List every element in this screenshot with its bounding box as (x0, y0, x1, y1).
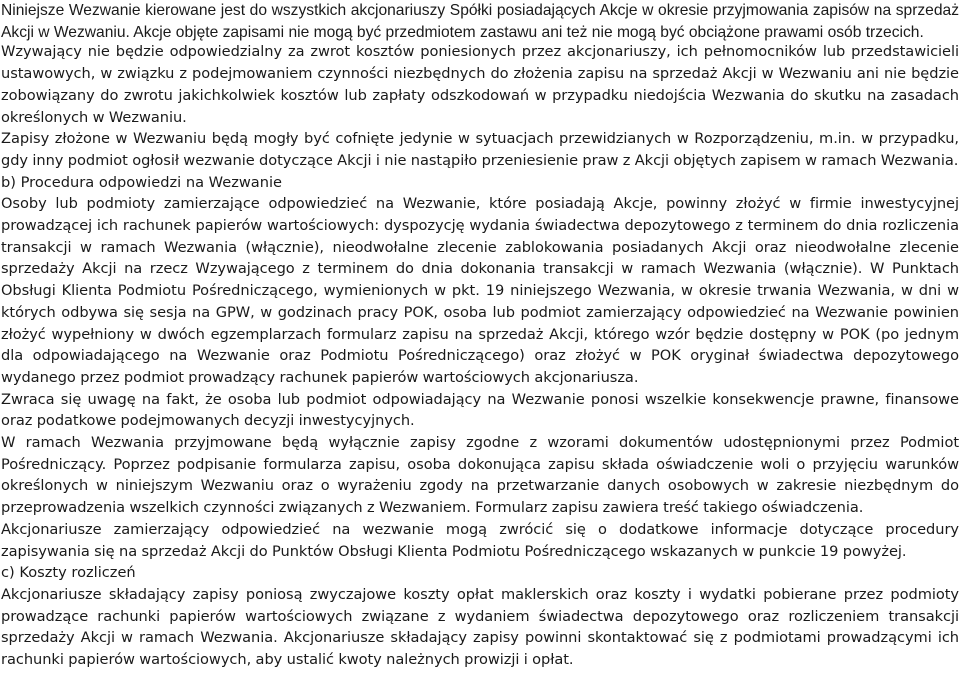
section-heading-costs: c) Koszty rozliczeń (1, 564, 136, 582)
info-paragraph: Akcjonariusze zamierzający odpowiedzieć na wezwanie mogą zwrócić się o dodatkowe informacje dotyczące procedury zapisywania się na sprzedaż Akcji do Punktów Obsługi Klienta Podmiotu Pośredniczącego wskazanych w punkcie 19 powyżej. (1, 520, 959, 560)
withdrawal-paragraph: Zapisy złożone w Wezwaniu będą mogły być cofnięte jedynie w sytuacjach przewidzianych w Rozporządzeniu, m.in. w przypadku, gdy inny podmiot ogłosił wezwanie dotyczące Akcji i nie nastąpiło przeniesienie praw z Akcji objętych zapisem w ramach Wezwania. (1, 130, 959, 169)
liability-paragraph: Wzywający nie będzie odpowiedzialny za zwrot kosztów poniesionych przez akcjonariuszy, ich pełnomocników lub przedstawicieli ustawowych, w związku z podejmowaniem czynności niezbędnych do złożenia zapisu na sprzedaż Akcji w Wezwaniu ani nie będzie zobowiązany do zwrotu jakichkolwiek kosztów lub zapłaty odszkodowań w przypadku niedojścia Wezwania do skutku na zasadach określonych w Wezwaniu. (1, 43, 959, 126)
costs-paragraph: Akcjonariusze składający zapisy poniosą zwyczajowe koszty opłat maklerskich oraz koszty i wydatki pobierane przez podmioty prowadzące rachunki papierów wartościowych związane z wydaniem świadectwa depozytowego oraz rozliczeniem transakcji sprzedaży Akcji w ramach Wezwania. Akcjonariusze składający zapisy powinni skontaktować się z podmiotami prowadzącymi ich rachunki papierów wartościowych, aby ustalić kwoty należnych prowizji i opłat. (1, 585, 959, 669)
section-heading-procedure: b) Procedura odpowiedzi na Wezwanie (1, 173, 283, 191)
intro-paragraph: Niniejsze Wezwanie kierowane jest do wszystkich akcjonariuszy Spółki posiadających Akcje w okresie przyjmowania zapisów na sprzedaż Akcji w Wezwaniu. Akcje objęte zapisami nie mogą być przedmiotem zastawu ani też nie mogą być obciążone prawami osób trzecich. (1, 2, 959, 41)
forms-paragraph: W ramach Wezwania przyjmowane będą wyłącznie zapisy zgodne z wzorami dokumentów udostępnionymi przez Podmiot Pośredniczący. Poprzez podpisanie formularza zapisu, osoba dokonująca zapisu składa oświadczenie woli o przyjęciu warunków określonych w niniejszym Wezwaniu oraz o wyrażeniu zgody na przetwarzanie danych osobowych w zakresie niezbędnym do przeprowadzenia wszelkich czynności związanych z Wezwaniem. Formularz zapisu zawiera treść takiego oświadczenia. (1, 434, 959, 517)
procedure-paragraph: Osoby lub podmioty zamierzające odpowiedzieć na Wezwanie, które posiadają Akcje, powinny złożyć w firmie inwestycyjnej prowadzącej ich rachunek papierów wartościowych: dyspozycję wydania świadectwa depozytowego z terminem do dnia rozliczenia transakcji w ramach Wezwania (włącznie), nieodwołalne zlecenie zablokowania posiadanych Akcji oraz nieodwołalne zlecenie sprzedaży Akcji na rzecz Wzywającego z terminem do dnia dokonania transakcji w ramach Wezwania (włącznie). W Punktach Obsługi Klienta Podmiotu Pośredniczącego, wymienionych w pkt. 19 niniejszego Wezwania, w okresie trwania Wezwania, w dni w których odbywa się sesja na GPW, w godzinach pracy POK, osoba lub podmiot zamierzający odpowiedzieć na Wezwanie powinien złożyć wypełniony w dwóch egzemplarzach formularz zapisu na sprzedaż Akcji, którego wzór będzie dostępny w POK (po jednym dla odpowiadającego na Wezwanie oraz Podmiotu Pośredniczącego) oraz złożyć w POK oryginał świadectwa depozytowego wydanego przez podmiot prowadzący rachunek papierów wartościowych akcjonariusza. (1, 195, 959, 386)
consequences-paragraph: Zwraca się uwagę na fakt, że osoba lub podmiot odpowiadający na Wezwanie ponosi wszelkie konsekwencje prawne, finansowe oraz podatkowe podejmowanych decyzji inwestycyjnych. (1, 390, 959, 430)
